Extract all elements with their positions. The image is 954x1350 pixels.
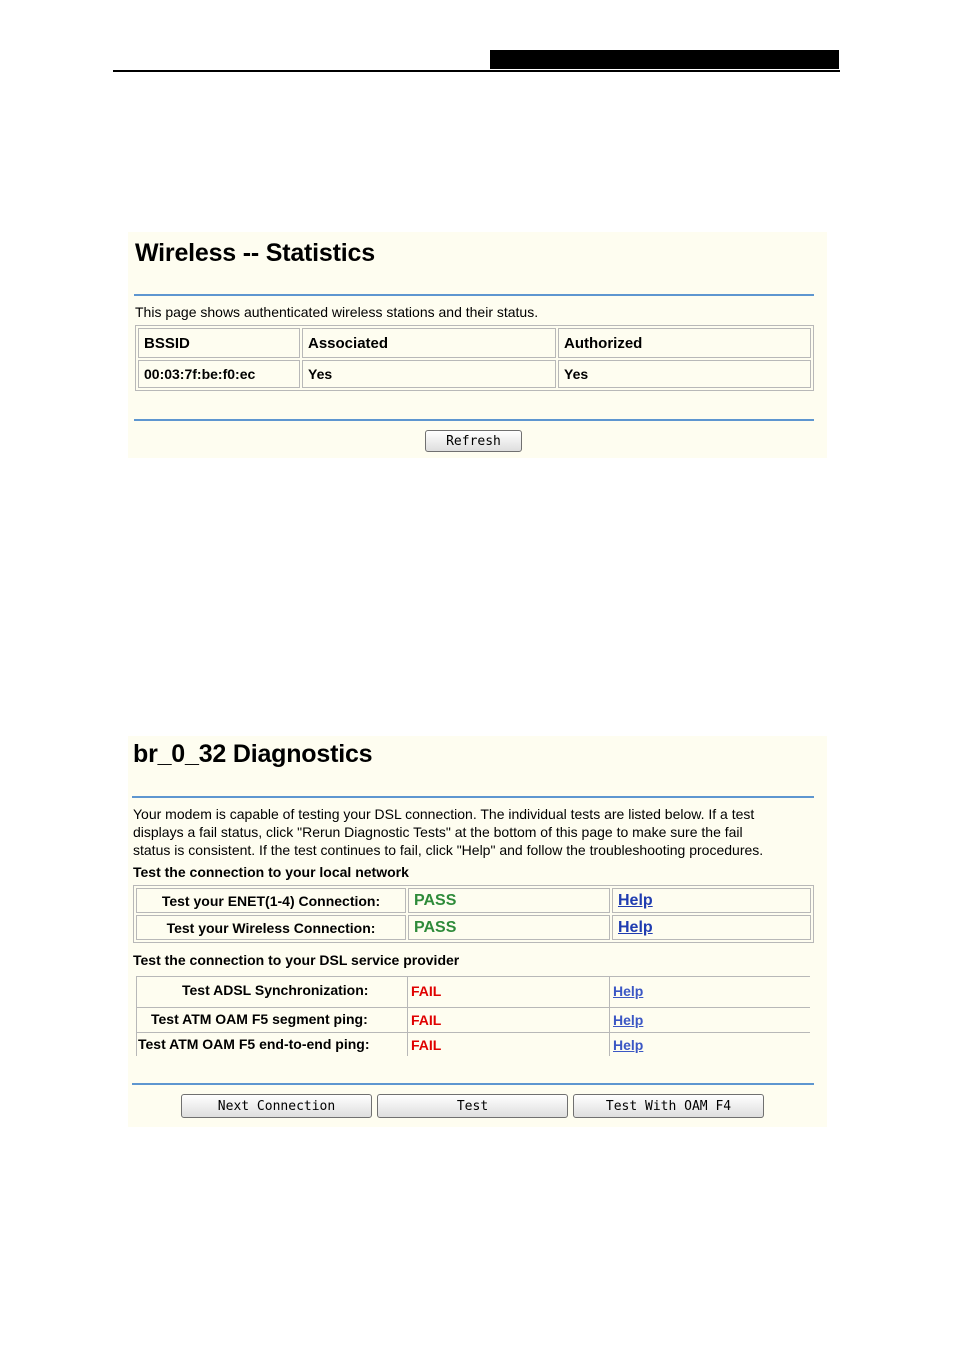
test-oam-f5-segment-label: Test ATM OAM F5 segment ping: bbox=[151, 1011, 368, 1027]
diagnostics-panel bbox=[128, 736, 827, 1127]
column-header-bssid: BSSID bbox=[138, 328, 300, 358]
test-adsl-sync-status: FAIL bbox=[411, 983, 442, 999]
help-link-enet[interactable]: Help bbox=[618, 891, 653, 909]
test-with-oam-f4-button[interactable]: Test With OAM F4 bbox=[573, 1094, 764, 1118]
wireless-description: This page shows authenticated wireless stations and their status. bbox=[135, 304, 539, 320]
test-button[interactable]: Test bbox=[377, 1094, 568, 1118]
wireless-stations-table bbox=[135, 325, 814, 391]
dsl-column-divider bbox=[609, 976, 610, 1056]
dsl-column-divider bbox=[136, 976, 137, 1056]
table-row bbox=[136, 888, 811, 913]
test-enet-help-cell bbox=[612, 888, 811, 913]
header-rule bbox=[113, 70, 840, 72]
table-row bbox=[136, 915, 811, 940]
wireless-top-divider bbox=[134, 294, 814, 296]
station-bssid: 00:03:7f:be:f0:ec bbox=[138, 360, 300, 388]
wireless-bottom-divider bbox=[134, 419, 814, 421]
test-wireless-status bbox=[408, 915, 610, 940]
table-header-row bbox=[138, 328, 811, 358]
test-oam-f5-segment-status: FAIL bbox=[411, 1012, 442, 1028]
test-wireless-label: Test your Wireless Connection: bbox=[136, 915, 406, 940]
test-adsl-sync-label: Test ADSL Synchronization: bbox=[182, 982, 369, 998]
dsl-row-divider bbox=[136, 976, 810, 977]
help-link-oam-f5-segment[interactable]: Help bbox=[613, 1012, 644, 1028]
diagnostics-page-title: br_0_32 Diagnostics bbox=[133, 740, 373, 768]
next-connection-button[interactable]: Next Connection bbox=[181, 1094, 372, 1118]
help-link-wireless[interactable]: Help bbox=[618, 918, 653, 936]
test-oam-f5-end-to-end-label: Test ATM OAM F5 end-to-end ping: bbox=[138, 1036, 370, 1052]
local-network-tests-table bbox=[133, 885, 814, 943]
column-header-authorized: Authorized bbox=[558, 328, 811, 358]
diagnostics-top-divider bbox=[132, 796, 814, 798]
diagnostics-bottom-divider bbox=[132, 1083, 814, 1085]
test-wireless-help-cell bbox=[612, 915, 811, 940]
diagnostics-description-line-3: status is consistent. If the test continues to fail, click "Help" and follow the troubleshooting procedures. bbox=[133, 842, 764, 858]
dsl-row-divider bbox=[136, 1032, 810, 1033]
dsl-provider-section-label: Test the connection to your DSL service provider bbox=[133, 952, 460, 968]
diagnostics-description-line-2: displays a fail status, click "Rerun Diagnostic Tests" at the bottom of this page to make sure the fail bbox=[133, 824, 743, 840]
station-authorized: Yes bbox=[558, 360, 811, 388]
help-link-adsl-sync[interactable]: Help bbox=[613, 983, 644, 999]
wireless-page-title: Wireless -- Statistics bbox=[135, 239, 375, 267]
test-enet-label: Test your ENET(1-4) Connection: bbox=[136, 888, 406, 913]
diagnostics-description-line-1: Your modem is capable of testing your DSL connection. The individual tests are listed below. If a test bbox=[133, 806, 755, 822]
table-row bbox=[138, 360, 811, 388]
dsl-column-divider bbox=[407, 976, 408, 1056]
help-link-oam-f5-end-to-end[interactable]: Help bbox=[613, 1037, 644, 1053]
local-network-section-label: Test the connection to your local network bbox=[133, 864, 409, 880]
test-oam-f5-end-to-end-status: FAIL bbox=[411, 1037, 442, 1053]
status-pass: PASS bbox=[414, 918, 457, 936]
test-enet-status bbox=[408, 888, 610, 913]
dsl-row-divider bbox=[136, 1007, 810, 1008]
refresh-button[interactable]: Refresh bbox=[425, 430, 522, 452]
status-pass: PASS bbox=[414, 891, 457, 909]
column-header-associated: Associated bbox=[302, 328, 556, 358]
station-associated: Yes bbox=[302, 360, 556, 388]
header-bar bbox=[490, 50, 839, 69]
wireless-statistics-panel bbox=[128, 232, 827, 458]
